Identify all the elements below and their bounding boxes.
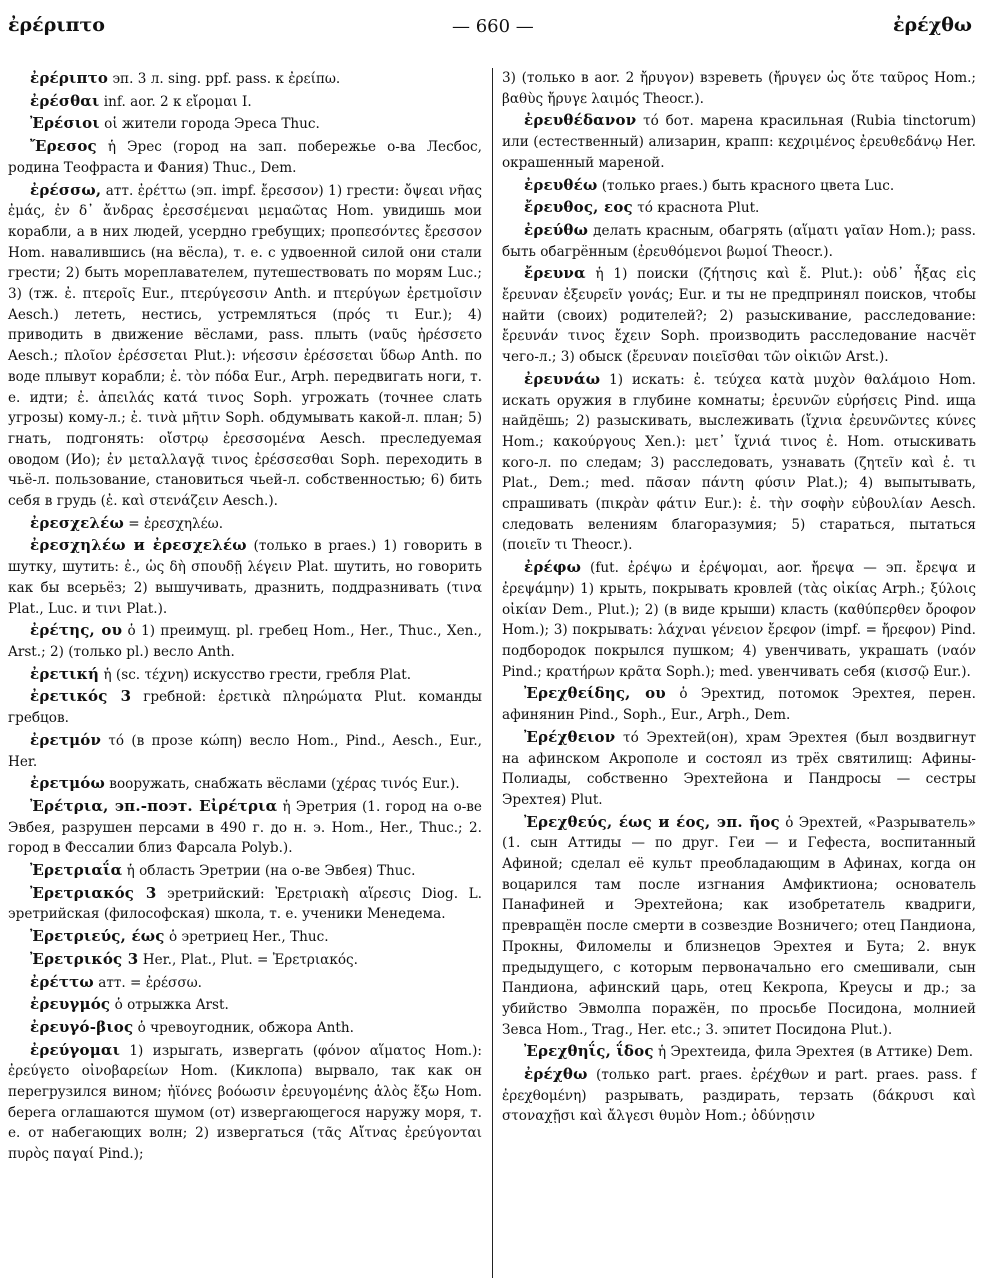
dictionary-entry	[8, 1040, 482, 1165]
dictionary-entry	[8, 620, 482, 662]
entry-headword: ἐρέττω	[30, 972, 94, 991]
dictionary-entry	[8, 796, 482, 859]
entry-headword: Ἐρεχθηΐς, ΐδος	[524, 1042, 654, 1061]
dictionary-entry	[502, 1041, 976, 1063]
entry-definition: 1) изрыгать, извергать (φόνον αἵματος Hom.): ἐρεύγετο οἰνοβαρείων Hom. (Киклопа) вырвало, так как он перегрузился вином; ἠϊόνες βοόωσιν ἐρευγομένης ἁλὸς ἔξω Hom. берега оглашаются шумом (от) извергающегося наружу моря, т. е. от набегающих волн; 2) извергаться (τᾶς Αἴτνας ἐρεύγονται πυρὸς παγαί Pind.);	[8, 1042, 482, 1163]
dictionary-entry	[8, 535, 482, 619]
entry-definition: ἡ область Эретрии (на о-ве Эвбея) Thuc.	[122, 863, 416, 880]
dictionary-entry	[8, 926, 482, 948]
dictionary-entry	[502, 175, 976, 197]
entry-headword: ἐρευθέδανον	[524, 111, 637, 130]
entry-definition: τό бот. марена красильная (Rubia tinctorum) или (естественный) ализарин, крапп: κεχριμένος ἐρευθεδάνῳ Her. окрашенный мареной.	[502, 113, 976, 171]
entry-definition: (только part. praes. ἐρέχθων и part. praes. pass. f ἐρεχθομένη) разрывать, раздирать, терзать (δάκρυσι καὶ στοναχῇσι καὶ ἄλγεσι θυμὸν Hom.; ὀδύνῃσιν	[502, 1067, 976, 1125]
entry-definition: ἡ 1) поиски (ζήτησις καὶ ἔ. Plut.): οὐδ᾽ ἦξας εἰς ἔρευναν ἐξευρεῖν γονάς; Eur. и ты не предпринял поисков, чтобы найти (своих) родителей?; 2) разыскивание, расследование: ἔρευνάν τινος ἔχειν Soph. производить расследование насчёт чего-л.; 3) обыск (ἔρευναν ποιεῖσθαι τῶν οἰκιῶν Arst.).	[502, 266, 976, 366]
entry-definition: ὁ эретриец Her., Thuc.	[164, 929, 329, 946]
entry-headword: ἐρέφω	[524, 558, 582, 577]
entry-headword: Ἐρετρικός 3	[30, 949, 139, 968]
dictionary-entry	[502, 197, 976, 219]
entry-headword: Ἐρεχθεύς, έως и έος, эп. ῆος	[524, 812, 780, 831]
entry-definition: ἡ (sc. τέχνη) искусство грести, гребля Plat.	[99, 666, 412, 683]
column-divider	[492, 68, 493, 1278]
entry-definition: ἡ Эрехтеида, фила Эрехтея (в Аттике) Dem.	[653, 1044, 974, 1061]
entry-headword: ἐρέχθω	[524, 1065, 588, 1084]
entry-headword: ἐρετικός 3	[30, 687, 132, 706]
entry-definition: inf. aor. 2 к εἴρομαι I.	[99, 93, 252, 110]
entry-headword: ἐρετμόω	[30, 774, 105, 793]
dictionary-entry	[8, 91, 482, 113]
entry-headword: ἐρέτης, ου	[30, 621, 123, 640]
entry-headword: Ἐρέχθειον	[524, 727, 616, 746]
dictionary-entry	[8, 773, 482, 795]
dictionary-entry	[502, 1064, 976, 1127]
entry-headword: ἐρευγό-βιος	[30, 1017, 134, 1036]
entry-headword: ἔρευθος, εος	[524, 198, 633, 217]
entry-headword: ἐρεύγομαι	[30, 1040, 121, 1059]
entry-definition: τό краснота Plut.	[632, 200, 760, 217]
entry-definition: ἡ Эрес (город на зап. побережье о-ва Лесбос, родина Теофраста и Фания) Thuc., Dem.	[8, 139, 482, 176]
entry-headword: ἐρεύθω	[524, 220, 589, 239]
entry-headword: ἐρευθέω	[524, 175, 598, 194]
entry-definition: 1) искать: ἐ. τεύχεα κατὰ μυχὸν θαλάμοιο Hom. искать оружия в глубине комнаты; ἐρευνῶν εὑρήσεις Pind. ища найдёшь; 2) разыскивать, выслеживать (ἴχνια ἐρευνῶντες κύνες Hom.; κακούργους Xen.): μετ᾽ ἴχνιά τινος ἐ. Hom. отыскивать кого-л. по следам; 3) расследовать, узнавать (ζητεῖν καὶ ἐ. τι Plat., Dem.; med. πᾶσαν πάντη φύσιν Plat.); 4) выпытывать, спрашивать (πικρὰν φάτιν Eur.): ἐ. τὴν σοφὴν εὐβουλίαν Aesch. следовать велениям благоразумия; 5) стараться, пытаться (ποιεῖν τι Theocr.).	[502, 371, 976, 554]
dictionary-entry	[502, 557, 976, 682]
dictionary-entry	[8, 513, 482, 535]
entry-definition: вооружать, снабжать вёслами (χέρας τινός Eur.).	[104, 776, 460, 793]
dictionary-entry	[8, 1017, 482, 1039]
dictionary-entry	[8, 730, 482, 772]
dictionary-entry	[8, 664, 482, 686]
running-head-right: ἐρέχθω	[893, 14, 972, 36]
entry-definition: (только praes.) быть красного цвета Luc.	[597, 177, 895, 194]
dictionary-entry	[8, 972, 482, 994]
entry-definition: ὁ Эрехтей, «Разрыватель» (1. сын Аттиды — по друг. Геи — и Гефеста, воспитанный Афиной; сделал её культ преобладающим в Афинах, когда он воцарился там после изгнания Амфиктиона; основатель Панафиней и Эрехтейона; как изобретатель квадриги, превращён после смерти в созвездие Возничего; отец Пандиона, Прокны, Филомелы и близнецов Эрехтея и Бута; 2. внук предыдущего, с которым первоначально его смешивали, сын Пандиона, афинский царь, отец Кекропа, Креусы и др.; за убийство Эвмолпа поражён, по просьбе Посидона, молнией Зевса Hom., Trag., Her. etc.; 3. эпитет Посидона Plut.).	[502, 814, 977, 1038]
right-column	[502, 68, 976, 1128]
dictionary-entry	[502, 110, 976, 173]
entry-headword: ἐρευνάω	[524, 369, 601, 388]
dictionary-entry	[8, 994, 482, 1016]
dictionary-entry	[8, 113, 482, 135]
dictionary-entry	[502, 263, 976, 368]
page-header	[0, 14, 1000, 44]
entry-headword: Ἐρέσιοι	[30, 114, 100, 133]
entry-definition: ὁ Эрехтид, потомок Эрехтея, перен. афинянин Pind., Soph., Eur., Arph., Dem.	[502, 686, 976, 724]
entry-headword: ἐρεσχελέω	[30, 513, 124, 532]
dictionary-entry	[502, 727, 976, 811]
entry-headword: Ἐρετριεύς, έως	[30, 927, 165, 946]
entry-definition: гребной: ἐρετικὰ πληρώματα Plut. команды гребцов.	[8, 689, 482, 727]
entry-definition: делать красным, обагрять (αἵματι γαῖαν Hom.); pass. быть обагрённым (ἐρευθόμενοι βωμοί Theocr.).	[502, 222, 976, 260]
dictionary-entry	[502, 683, 976, 725]
dictionary-entry	[502, 812, 976, 1041]
entry-definition: эретрийский: Ἐρετριακὴ αἵρεσις Diog. L. эретрийская (философская) школа, т. е. ученики Менедема.	[8, 885, 482, 923]
dictionary-entry	[502, 369, 976, 556]
entry-definition: ὁ чревоугодник, обжора Anth.	[133, 1019, 354, 1036]
dictionary-entry	[8, 883, 482, 925]
entry-definition: атт. = ἐρέσσω.	[93, 974, 203, 991]
entry-headword: ἔρευνα	[524, 264, 586, 283]
entry-headword: ἐρέριπτο	[30, 69, 109, 87]
left-column	[8, 68, 482, 1166]
entry-definition: (fut. ἐρέψω и ἐρέψομαι, aor. ἤρεψα — эп. ἔρεψα и ἐρεψάμην) 1) крыть, покрывать кровлей (τὰς οἰκίας Arph.; ξύλοις οἰκίαν Dem., Plut.); 2) (в виде крыши) класть (καθύπερθεν ὄροφον Hom.); 3) покрывать: λάχναι γένειον ἔρεφον (impf. = ἤρεφον) Pind. подбородок покрылся пушком; 4) увенчивать, украшать (ναόν Pind.; κρατήρων κρᾶτα Soph.); med. увенчивать себя (κισσῷ Eur.).	[502, 560, 976, 680]
entry-definition: ἡ Эретрия (1. город на о-ве Эвбея, разрушен персами в 490 г. до н. э. Hom., Her., Thuc.; 2. город в Фессалии близ Фарсала Polyb.).	[8, 798, 482, 857]
entry-headword: ἐρετική	[30, 664, 100, 683]
entry-headword: ἐρέσσω,	[30, 180, 102, 199]
entry-headword: Ἐρέτρια, эп.-поэт. Εἰρέτρια	[30, 796, 278, 815]
dictionary-entry	[8, 68, 482, 90]
entry-headword: Ἐρετριαΐα	[30, 861, 123, 880]
entry-headword: Ἐρεχθείδης, ου	[524, 684, 666, 703]
entry-definition: 3) (только в aor. 2 ἤρυγον) взреветь (ἤρυγεν ὡς ὅτε ταῦρος Hom.; βαθὺς ἤρυγε λαιμός Theocr.).	[502, 70, 976, 107]
entry-definition: (только в praes.) 1) говорить в шутку, шутить: ἐ., ὡς δὴ σπουδῇ λέγειν Plat. шутить, но говорить как бы всерьёз; 2) вышучивать, дразнить, поддразнивать (τινα Plat., Luc. и τινι Plat.).	[8, 538, 482, 617]
entry-headword: Ἔρεσος	[30, 137, 97, 156]
entry-definition: эп. 3 л. sing. ppf. pass. к ἐρείπω.	[108, 71, 341, 87]
dictionary-entry	[8, 949, 482, 971]
entry-definition: τό (в прозе κώπη) весло Hom., Pind., Aesch., Eur., Her.	[8, 732, 482, 770]
entry-definition: = ἐρεσχηλέω.	[123, 515, 224, 532]
entry-headword: ἐρευγμός	[30, 995, 111, 1014]
entry-headword: ἐρέσθαι	[30, 91, 100, 110]
dictionary-entry	[8, 180, 482, 512]
entry-definition: οἱ жители города Эреса Thuc.	[99, 116, 320, 133]
dictionary-entry	[8, 686, 482, 728]
dictionary-entry	[8, 136, 482, 178]
running-head-left: ἐρέριπτο	[8, 14, 105, 36]
entry-headword: ἐρετμόν	[30, 730, 102, 749]
dictionary-entry	[8, 860, 482, 882]
dictionary-entry	[502, 68, 976, 109]
entry-headword: ἐρεσχηλέω и ἐρεσχελέω	[30, 536, 247, 555]
dictionary-entry	[502, 220, 976, 262]
entry-definition: ὁ отрыжка Arst.	[110, 997, 229, 1014]
page-number: — 660 —	[452, 16, 534, 37]
entry-definition: атт. ἐρέττω (эп. impf. ἔρεσσον) 1) грести: ὄψεαι νῆας ἐμάς, ἐν δ᾽ ἄνδρας ἐρεσσέμεναι μεμαῶτας Hom. увидишь мои корабли, а в них людей, усердно гребущих; προπεσόντες ἔρεσσον Hom. навалившись (на вёсла), т. е. с удвоенной силой они стали грести; 2) быть мореплавателем, путешествовать по морям Luc.; 3) (тж. ἐ. πτεροῖς Eur., πτερύγεσσιν Anth. и πτερύγων ἐρετμοῖσιν Aesch.) лететь, нестись, устремляться (πρός τι Eur.); 4) приводить в движение вёслами, pass. плыть (ναῦς ἠρέσσετο Aesch.; πλοῖον ἐρέσσεται Plut.): νήεσσιν ἐρέσσεται ὕδωρ Anth. по воде плывут корабли; ἐ. τὸν πόδα Eur., Arph. передвигать ноги, т. е. идти; ἐ. ἀπειλάς κατά τινος Soph. угрожать (точнее слать угрозы) кому-л.; ἐ. τινὰ μῆτιν Soph. обдумывать какой-л. план; 5) гнать, подгонять: οἴστρῳ ἐρεσσομένα Aesch. преследуемая оводом (Ио); ἐν μεταλλαγᾷ τινος ἐρέσσεσθαι Soph. переходить в чьё-л. пользование, становиться чьей-л. собственностью; 6) бить себя в грудь (ἐ. καὶ στενάζειν Aesch.).	[8, 182, 482, 510]
entry-definition: τό Эрехтей(он), храм Эрехтея (был воздвигнут на афинском Акрополе и состоял из трёх святилищ: Афины-Полиады, собственно Эрехтейона и Пандросы — сестры Эрехтея) Plut.	[502, 729, 976, 808]
entry-headword: Ἐρετριακός 3	[30, 883, 157, 902]
entry-definition: Her., Plat., Plut. = Ἐρετριακός.	[138, 951, 358, 968]
entry-definition: ὁ 1) преимущ. pl. гребец Hom., Her., Thuc., Xen., Arst.; 2) (только pl.) весло Anth.	[8, 623, 483, 660]
